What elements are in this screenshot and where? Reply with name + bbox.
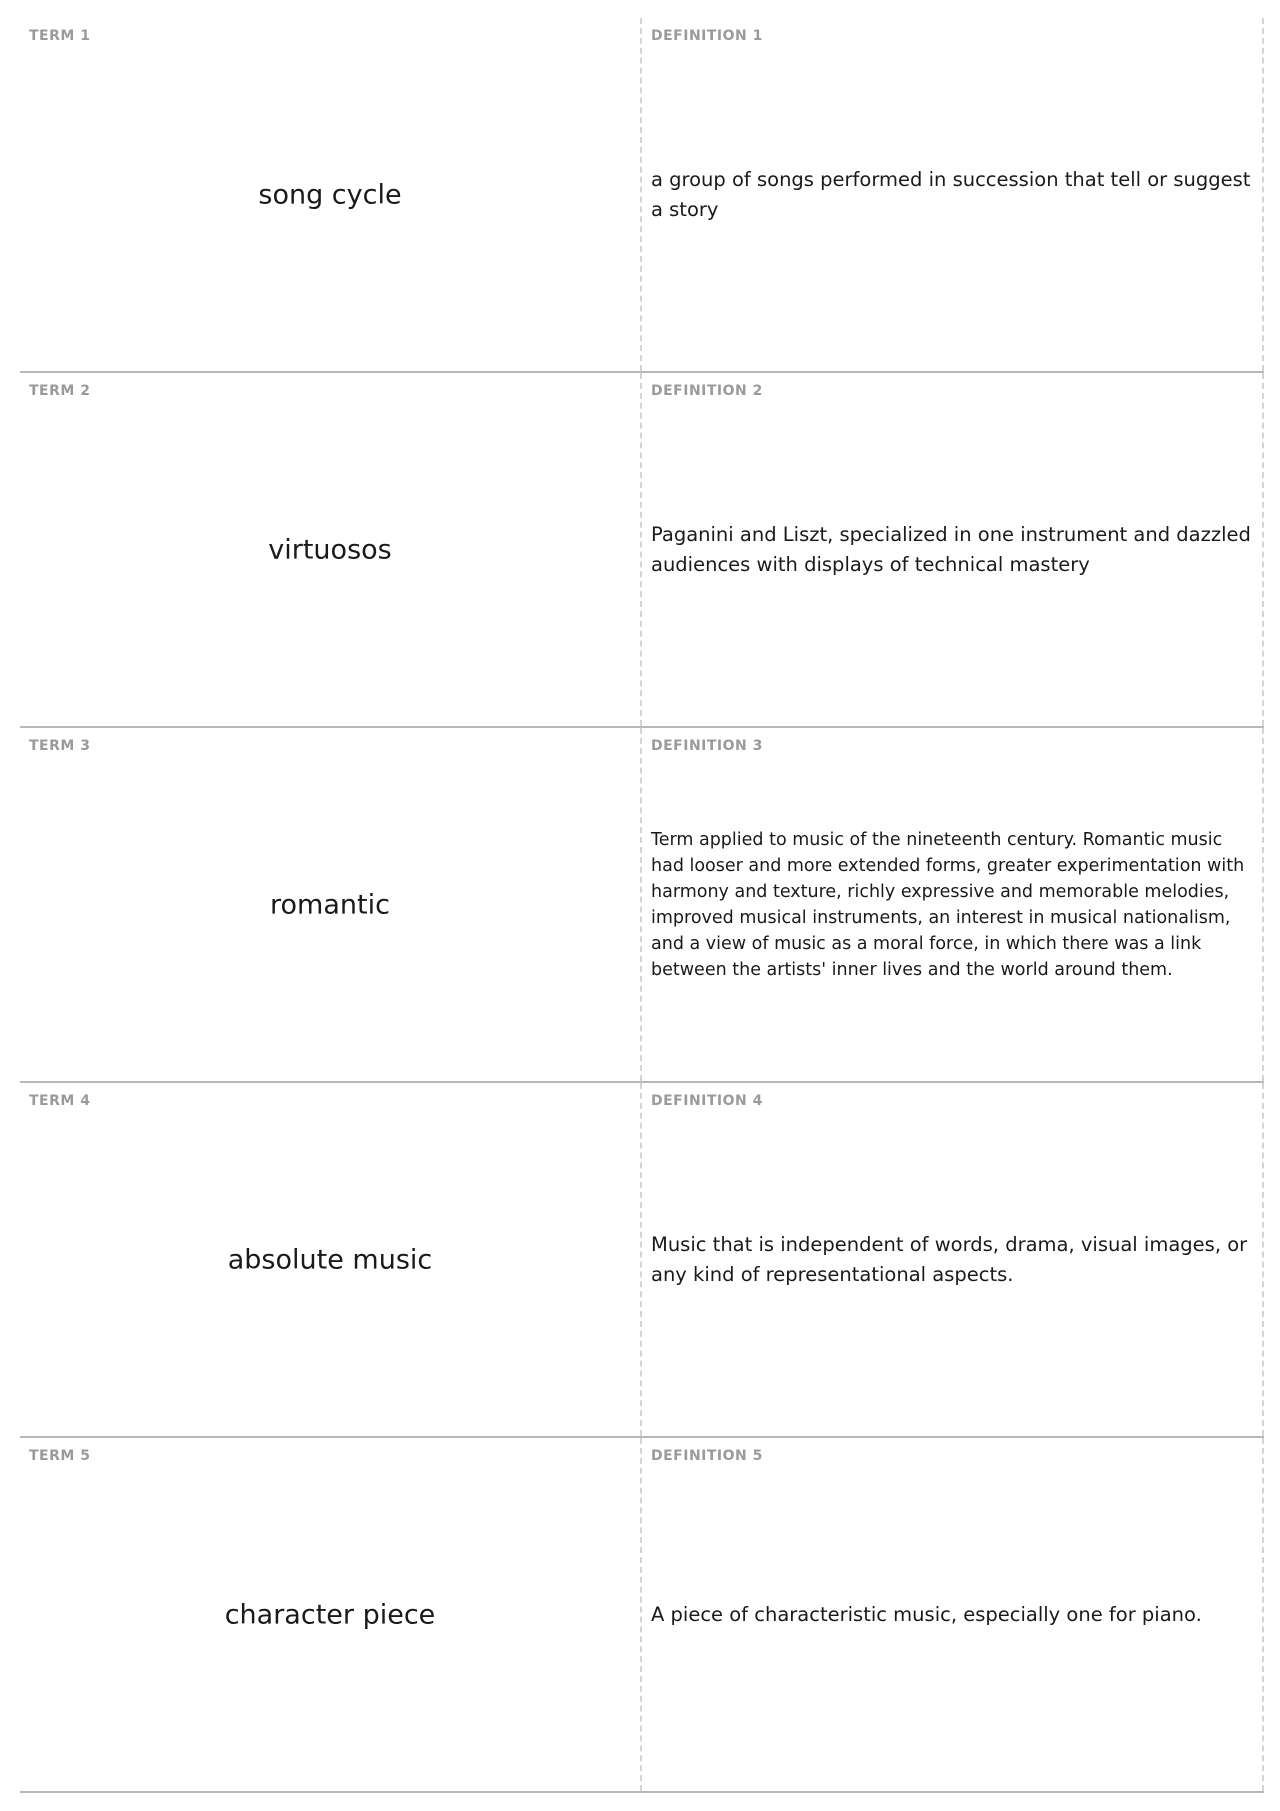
flashcard-sheet xyxy=(20,18,1264,1793)
term-text: character piece xyxy=(224,1599,436,1630)
definition-label: DEFINITION 1 xyxy=(651,28,763,44)
flashcard-row-1 xyxy=(20,18,1264,373)
term-cell xyxy=(20,728,642,1081)
term-text: romantic xyxy=(270,889,390,920)
term-cell xyxy=(20,373,642,726)
term-label: TERM 3 xyxy=(29,738,91,754)
flashcard-row-3 xyxy=(20,728,1264,1083)
term-label: TERM 2 xyxy=(29,383,91,399)
term-label: TERM 1 xyxy=(29,28,91,44)
definition-cell xyxy=(642,373,1264,726)
definition-cell xyxy=(642,1083,1264,1436)
definition-text: Paganini and Liszt, specialized in one instrument and dazzled audiences with displays of technical mastery xyxy=(651,522,1251,576)
term-text: virtuosos xyxy=(268,534,392,565)
term-text: absolute music xyxy=(227,1244,433,1275)
term-cell xyxy=(20,1083,642,1436)
definition-text: a group of songs performed in succession that tell or suggest a story xyxy=(651,167,1251,221)
definition-label: DEFINITION 5 xyxy=(651,1448,763,1464)
definition-text: A piece of characteristic music, especially one for piano. xyxy=(651,1602,1202,1626)
definition-text: Music that is independent of words, drama, visual images, or any kind of representational aspects. xyxy=(651,1232,1248,1286)
term-cell xyxy=(20,1438,642,1791)
term-text: song cycle xyxy=(258,179,402,210)
definition-cell xyxy=(642,1438,1264,1791)
definition-label: DEFINITION 3 xyxy=(651,738,763,754)
term-label: TERM 4 xyxy=(29,1093,91,1109)
flashcard-row-4 xyxy=(20,1083,1264,1438)
definition-text: Term applied to music of the nineteenth century. Romantic music had looser and more extended forms, greater experimentation with harmony and texture, richly expressive and memorable melodies, improved musical instruments, an interest in musical nationalism, and a view of music as a moral force, in which there was a link between the artists' inner lives and the world around them. xyxy=(651,829,1245,980)
term-cell xyxy=(20,18,642,371)
definition-cell xyxy=(642,18,1264,371)
flashcard-row-2 xyxy=(20,373,1264,728)
definition-label: DEFINITION 4 xyxy=(651,1093,763,1109)
flashcard-row-5 xyxy=(20,1438,1264,1793)
definition-label: DEFINITION 2 xyxy=(651,383,763,399)
term-label: TERM 5 xyxy=(29,1448,91,1464)
definition-cell xyxy=(642,728,1264,1081)
